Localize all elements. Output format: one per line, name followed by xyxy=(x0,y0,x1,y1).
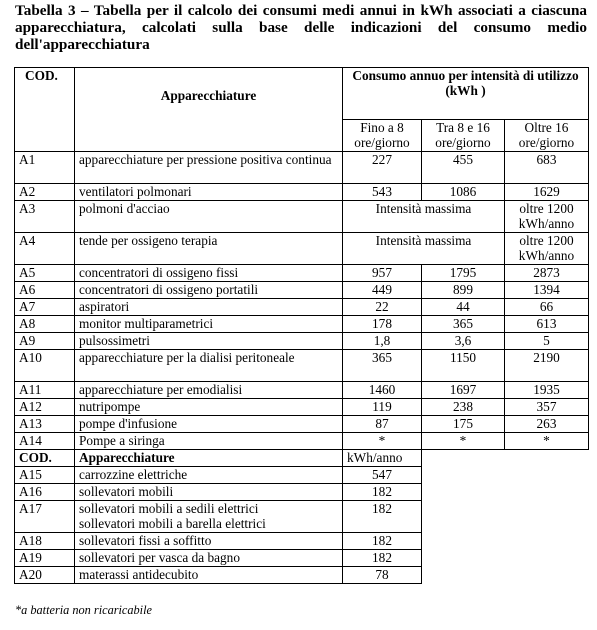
blank-area xyxy=(422,467,589,484)
row-value-2: 238 xyxy=(422,399,505,416)
blank-area xyxy=(422,533,589,550)
row-value-1: 365 xyxy=(343,350,422,382)
row-value-1: 178 xyxy=(343,316,422,333)
row-value-2: 899 xyxy=(422,282,505,299)
row-value-3: 2190 xyxy=(505,350,589,382)
row-code: A8 xyxy=(15,316,75,333)
row-device xyxy=(75,533,343,550)
table-row xyxy=(15,433,589,450)
row-value-1: 1460 xyxy=(343,382,422,399)
row-value-1: 119 xyxy=(343,399,422,416)
row-device xyxy=(75,501,343,533)
row-device-line: materassi antidecubito xyxy=(79,567,199,582)
row-value-2: 1150 xyxy=(422,350,505,382)
blank-area xyxy=(422,567,589,584)
row-device-line: sollevatori mobili xyxy=(79,484,174,499)
row-code: A11 xyxy=(15,382,75,399)
row-value-1: 543 xyxy=(343,184,422,201)
row-value-3: 1629 xyxy=(505,184,589,201)
row-device xyxy=(75,467,343,484)
blank-area xyxy=(422,484,589,501)
row-value-3: * xyxy=(505,433,589,450)
row-value-2: 44 xyxy=(422,299,505,316)
table-row xyxy=(15,382,589,399)
row-value-1: 87 xyxy=(343,416,422,433)
row-device: nutripompe xyxy=(75,399,343,416)
row-value-3: 683 xyxy=(505,152,589,184)
table-title: Tabella 3 – Tabella per il calcolo dei consumi medi annui in kWh associati a ciascuna apparecchiatura, calcolati sulla base delle indicazioni del consumo medio dell'apparecchiatura xyxy=(15,2,587,53)
row-code: A13 xyxy=(15,416,75,433)
header-row xyxy=(15,68,589,120)
consumption-table xyxy=(14,67,589,584)
row-value-3: 2873 xyxy=(505,265,589,282)
row-kwh-value: 182 xyxy=(343,550,422,567)
row-code: A17 xyxy=(15,501,75,533)
header2-unit: kWh/anno xyxy=(343,450,422,467)
row-device-line: sollevatori per vasca da bagno xyxy=(79,550,240,565)
row-code: A3 xyxy=(15,201,75,233)
row-code: A16 xyxy=(15,484,75,501)
header2-cod: COD. xyxy=(15,450,75,467)
row-value-3: 1935 xyxy=(505,382,589,399)
footnote: *a batteria non ricaricabile xyxy=(15,603,152,617)
row-value-1: 449 xyxy=(343,282,422,299)
blank-area xyxy=(422,550,589,567)
row-code: A14 xyxy=(15,433,75,450)
table-row xyxy=(15,501,589,533)
row-device xyxy=(75,567,343,584)
row-value-2: 365 xyxy=(422,316,505,333)
row-device-line: carrozzine elettriche xyxy=(79,467,188,482)
row-value-2: 3,6 xyxy=(422,333,505,350)
table-row xyxy=(15,533,589,550)
row-code: A6 xyxy=(15,282,75,299)
row-device xyxy=(75,484,343,501)
row-value-2: 1697 xyxy=(422,382,505,399)
header-cod: COD. xyxy=(15,68,75,152)
row-value-2: 175 xyxy=(422,416,505,433)
row-code: A7 xyxy=(15,299,75,316)
row-code: A10 xyxy=(15,350,75,382)
row-kwh-value: 182 xyxy=(343,501,422,533)
row-value-1: * xyxy=(343,433,422,450)
row-value-3: 1394 xyxy=(505,282,589,299)
header-consumption xyxy=(343,68,589,120)
row-device: apparecchiature per pressione positiva continua xyxy=(75,152,343,184)
blank-area xyxy=(422,501,589,533)
header-consumption-unit: (kWh ) xyxy=(445,83,486,98)
row-kwh-value: 78 xyxy=(343,567,422,584)
row-code: A20 xyxy=(15,567,75,584)
row-device: Pompe a siringa xyxy=(75,433,343,450)
row-device: ventilatori polmonari xyxy=(75,184,343,201)
row-device xyxy=(75,550,343,567)
row-device: polmoni d'acciao xyxy=(75,201,343,233)
row-device: tende per ossigeno terapia xyxy=(75,233,343,265)
row-code: A15 xyxy=(15,467,75,484)
row-device-line: sollevatori fissi a soffitto xyxy=(79,533,212,548)
row-code: A1 xyxy=(15,152,75,184)
row-value-1: 957 xyxy=(343,265,422,282)
row-value-3: 263 xyxy=(505,416,589,433)
row-value-3: oltre 1200 kWh/anno xyxy=(505,233,589,265)
header2-devices: Apparecchiature xyxy=(75,450,343,467)
row-device: apparecchiature per emodialisi xyxy=(75,382,343,399)
table-row xyxy=(15,550,589,567)
table-row xyxy=(15,152,589,184)
table-row xyxy=(15,467,589,484)
row-merged-value: Intensità massima xyxy=(343,201,505,233)
blank-area xyxy=(422,450,589,467)
header-col-2: Tra 8 e 16 ore/giorno xyxy=(422,120,505,152)
row-value-1: 22 xyxy=(343,299,422,316)
row-code: A2 xyxy=(15,184,75,201)
row-value-3: oltre 1200 kWh/anno xyxy=(505,201,589,233)
row-value-3: 66 xyxy=(505,299,589,316)
second-header-row xyxy=(15,450,589,467)
row-value-3: 613 xyxy=(505,316,589,333)
row-code: A9 xyxy=(15,333,75,350)
row-kwh-value: 182 xyxy=(343,533,422,550)
table-row xyxy=(15,299,589,316)
table-row xyxy=(15,484,589,501)
row-device: pulsossimetri xyxy=(75,333,343,350)
row-value-3: 357 xyxy=(505,399,589,416)
header-col-1: Fino a 8 ore/giorno xyxy=(343,120,422,152)
row-kwh-value: 182 xyxy=(343,484,422,501)
row-value-2: 1086 xyxy=(422,184,505,201)
table-row xyxy=(15,350,589,382)
row-device-line: sollevatori mobili a sedili elettrici xyxy=(79,501,259,516)
table-row xyxy=(15,265,589,282)
row-value-3: 5 xyxy=(505,333,589,350)
row-device: concentratori di ossigeno fissi xyxy=(75,265,343,282)
row-code: A4 xyxy=(15,233,75,265)
row-code: A5 xyxy=(15,265,75,282)
row-value-2: * xyxy=(422,433,505,450)
table-row xyxy=(15,184,589,201)
row-code: A18 xyxy=(15,533,75,550)
header-col-3: Oltre 16 ore/giorno xyxy=(505,120,589,152)
row-merged-value: Intensità massima xyxy=(343,233,505,265)
table-row xyxy=(15,399,589,416)
row-code: A12 xyxy=(15,399,75,416)
table-row xyxy=(15,416,589,433)
row-value-1: 1,8 xyxy=(343,333,422,350)
table-row xyxy=(15,233,589,265)
row-device: monitor multiparametrici xyxy=(75,316,343,333)
row-value-2: 455 xyxy=(422,152,505,184)
row-device: apparecchiature per la dialisi peritoneale xyxy=(75,350,343,382)
row-value-1: 227 xyxy=(343,152,422,184)
table-row xyxy=(15,567,589,584)
row-device: concentratori di ossigeno portatili xyxy=(75,282,343,299)
header-devices: Apparecchiature xyxy=(75,68,343,152)
row-device: aspiratori xyxy=(75,299,343,316)
row-device: pompe d'infusione xyxy=(75,416,343,433)
row-device-line-2: sollevatori mobili a barella elettrici xyxy=(79,516,266,531)
table-row xyxy=(15,282,589,299)
table-row xyxy=(15,316,589,333)
row-kwh-value: 547 xyxy=(343,467,422,484)
row-value-2: 1795 xyxy=(422,265,505,282)
table-row xyxy=(15,333,589,350)
row-code: A19 xyxy=(15,550,75,567)
header-consumption-title: Consumo annuo per intensità di utilizzo xyxy=(352,68,579,83)
table-row xyxy=(15,201,589,233)
